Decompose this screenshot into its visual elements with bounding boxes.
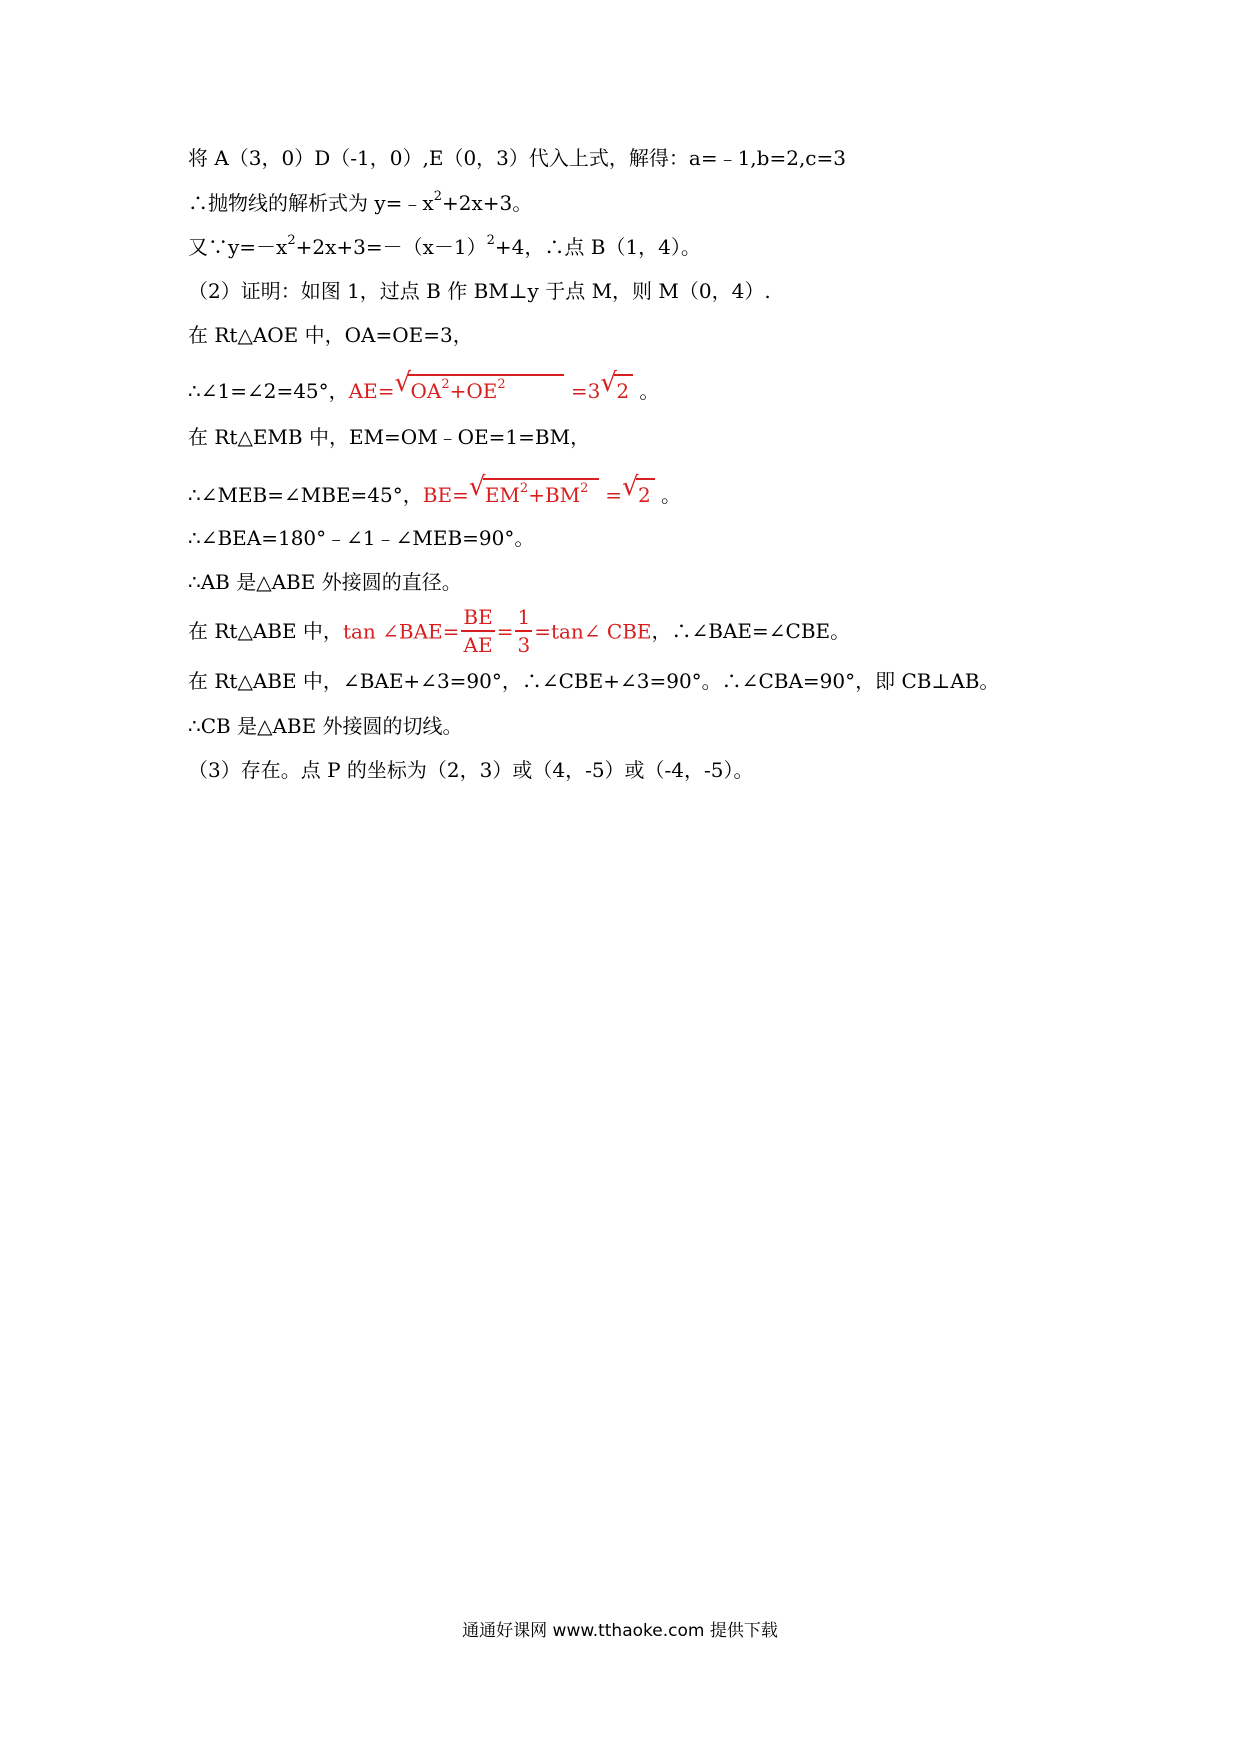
line-be-length <box>188 472 682 508</box>
text: 在 Rt△ABE 中， <box>188 619 343 643</box>
superscript: 2 <box>287 233 296 249</box>
page-footer: 通通好课网 www.tthaoke.com 提供下载 <box>462 1621 778 1641</box>
line-ae-length <box>188 368 660 404</box>
denominator: AE <box>463 633 493 657</box>
sqrt-expression <box>394 368 564 404</box>
fraction-one-third <box>515 604 532 658</box>
text: AE= <box>348 379 395 403</box>
text: EM <box>484 483 520 507</box>
line-diameter: ∴AB 是△ABE 外接圆的直径。 <box>188 570 462 594</box>
radical-sign: √ <box>621 472 639 502</box>
numerator: 1 <box>515 604 532 632</box>
text: 。 <box>639 379 660 403</box>
radical-sign: √ <box>394 368 412 398</box>
superscript: 2 <box>519 481 529 497</box>
fraction-be-ae <box>461 604 494 658</box>
text: ∴抛物线的解析式为 y=﹣x <box>188 191 434 215</box>
text: OA <box>410 379 442 403</box>
radical-sign: √ <box>468 472 486 502</box>
text: 。 <box>661 483 682 507</box>
text: =3 <box>570 379 601 403</box>
superscript: 2 <box>497 377 506 393</box>
text: ∴∠1=∠2=45°， <box>188 379 349 403</box>
text: BE= <box>422 483 469 507</box>
radicand <box>408 374 564 404</box>
line-triangle-aoe: 在 Rt△AOE 中，OA=OE=3， <box>188 323 473 347</box>
text: +2x+3=－（x－1） <box>295 235 487 259</box>
text: +OE <box>449 379 498 403</box>
text: +BM <box>528 483 581 507</box>
numerator: BE <box>461 604 494 632</box>
denominator: 3 <box>517 633 531 657</box>
superscript: 2 <box>580 481 589 497</box>
line-right-angle: 在 Rt△ABE 中，∠BAE+∠3=90°，∴∠CBE+∠3=90°。∴∠CBA=90°，即 CB⊥AB。 <box>188 669 1000 693</box>
formula-be <box>422 472 655 507</box>
line-triangle-emb: 在 Rt△EMB 中，EM=OM﹣OE=1=BM， <box>188 425 591 449</box>
sqrt-expression <box>621 472 655 508</box>
text: tan ∠BAE= <box>342 619 460 643</box>
radicand: 2 <box>614 374 633 404</box>
text: = <box>605 483 622 507</box>
line-substitution: 将 A（3，0）D（-1，0）,E（0，3）代入上式，解得：a=﹣1,b=2,c=3 <box>188 146 846 170</box>
line-angle-bea: ∴∠BEA=180°﹣∠1﹣∠MEB=90°。 <box>188 526 535 550</box>
text: = <box>496 619 514 643</box>
superscript: 2 <box>441 377 450 393</box>
formula-ae <box>348 368 633 403</box>
text: +2x+3。 <box>441 191 533 215</box>
text: 又∵y=－x <box>188 235 288 259</box>
line-proof-start: （2）证明：如图 1，过点 B 作 BM⊥y 于点 M，则 M（0，4）. <box>188 279 771 303</box>
text: ，∴∠BAE=∠CBE。 <box>651 619 851 643</box>
text: ∴∠MEB=∠MBE=45°， <box>188 483 423 507</box>
superscript: 2 <box>486 233 495 249</box>
text: +4，∴点 B（1，4）。 <box>494 235 701 259</box>
radical-sign: √ <box>600 368 617 398</box>
line-parabola-equation <box>188 190 532 216</box>
sqrt-expression <box>600 368 633 404</box>
line-vertex-form <box>188 234 701 260</box>
superscript: 2 <box>433 189 442 205</box>
line-part3-answer: （3）存在。点 P 的坐标为（2，3）或（4，-5）或（-4，-5）。 <box>188 758 754 782</box>
sqrt-expression <box>468 472 599 508</box>
formula-tan <box>342 605 652 657</box>
radicand <box>483 478 599 508</box>
line-tan-relation <box>188 604 850 658</box>
text: =tan∠ CBE <box>534 619 652 643</box>
radicand: 2 <box>636 478 655 508</box>
line-tangent: ∴CB 是△ABE 外接圆的切线。 <box>188 714 463 738</box>
